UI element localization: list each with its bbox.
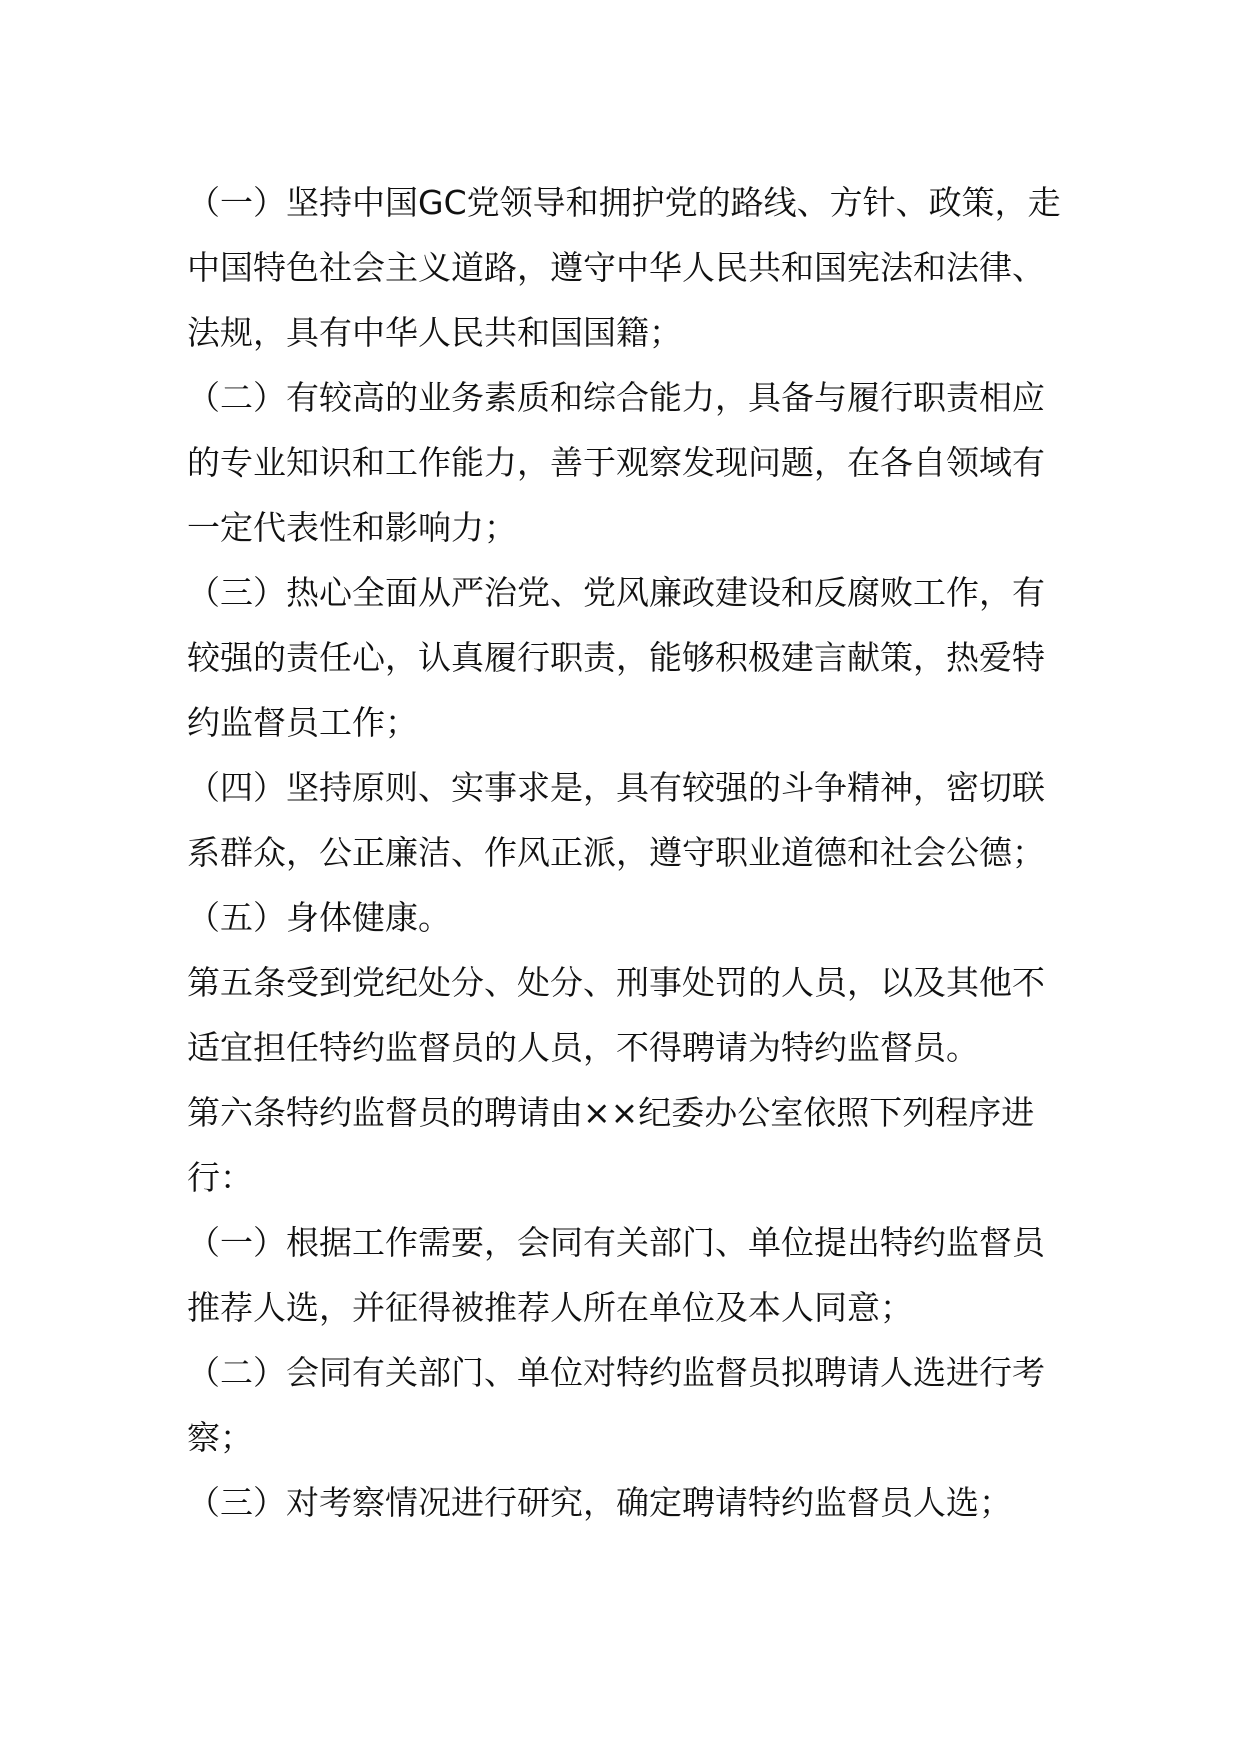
- paragraph: （二）会同有关部门、单位对特约监督员拟聘请人选进行考察；: [187, 1353, 1045, 1457]
- paragraph: （五）身体健康。: [187, 898, 451, 937]
- paragraph: 第六条特约监督员的聘请由××纪委办公室依照下列程序进行：: [187, 1093, 1035, 1197]
- paragraph: （一）根据工作需要，会同有关部门、单位提出特约监督员推荐人选，并征得被推荐人所在单位及本人同意；: [187, 1223, 1045, 1327]
- paragraph: （三）热心全面从严治党、党风廉政建设和反腐败工作，有较强的责任心，认真履行职责，能够积极建言献策，热爱特约监督员工作；: [187, 573, 1045, 742]
- paragraph: （四）坚持原则、实事求是，具有较强的斗争精神，密切联系群众，公正廉洁、作风正派，遵守职业道德和社会公德；: [187, 768, 1045, 872]
- paragraph: （一）坚持中国GC党领导和拥护党的路线、方针、政策，走中国特色社会主义道路，遵守中华人民共和国宪法和法律、法规，具有中华人民共和国国籍；: [187, 183, 1061, 352]
- paragraph: （二）有较高的业务素质和综合能力，具备与履行职责相应的专业知识和工作能力，善于观察发现问题，在各自领域有一定代表性和影响力；: [187, 378, 1045, 547]
- paragraph: （三）对考察情况进行研究，确定聘请特约监督员人选；: [187, 1483, 1012, 1522]
- paragraph: 第五条受到党纪处分、处分、刑事处罚的人员，以及其他不适宜担任特约监督员的人员，不得聘请为特约监督员。: [187, 963, 1045, 1067]
- document-body: [187, 170, 1067, 1535]
